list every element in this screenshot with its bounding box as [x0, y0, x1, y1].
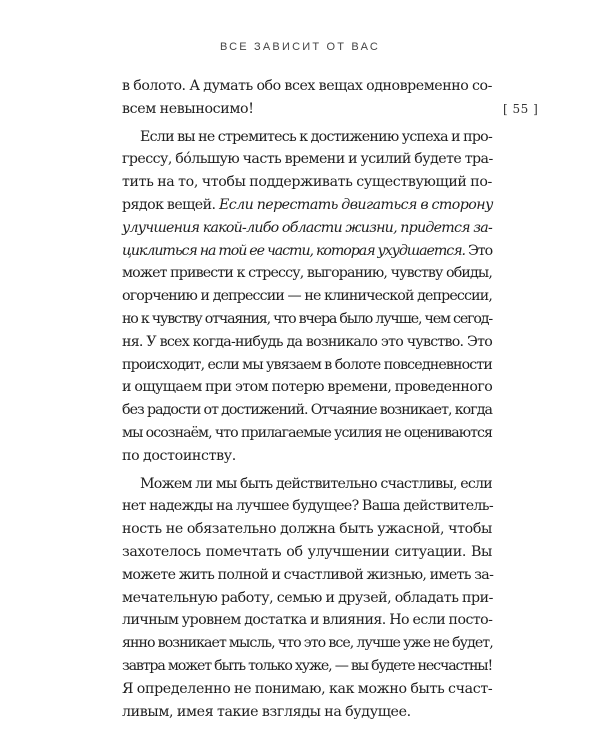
- running-head: ВСЕ ЗАВИСИТ ОТ ВАС: [219, 41, 381, 53]
- text-line: рядок вещей. Если перестать двигаться в сторону: [122, 196, 493, 213]
- text-line: мы осознаём, что прилагаемые усилия не оцениваются: [122, 424, 492, 441]
- text-line: улучшения какой-либо области жизни, придется за-: [122, 219, 492, 236]
- emphasis: Если перестать двигаться в сторону: [218, 196, 493, 213]
- text-line: нет надежды на лучшее будущее? Ваша действитель-: [122, 498, 494, 515]
- text-line: ность не обязательно должна быть ужасной, чтобы: [122, 521, 492, 538]
- text-line: без радости от достижений. Отчаяние возникает, когда: [122, 402, 492, 419]
- text-line: личным уровнем достатка и влияния. Но если посто-: [122, 612, 493, 629]
- paragraph: [122, 473, 492, 724]
- text-line: ливым, имея такие взгляды на будущее.: [122, 703, 411, 720]
- body-text: [122, 75, 492, 723]
- text-line: грессу, бóльшую часть времени и усилий будете тра-: [122, 151, 493, 168]
- text-line: Если вы не стремитесь к достижению успеха и про-: [140, 128, 492, 145]
- emphasis: циклиться на той ее части, которая ухудшается.: [122, 242, 466, 259]
- text-line: Я определенно не понимаю, как можно быть счаст-: [122, 680, 493, 697]
- page-number: [ 55 ]: [503, 102, 539, 116]
- text-line: огорчению и депрессии — не клинической депрессии,: [122, 288, 492, 305]
- text-line: циклиться на той ее части, которая ухудшается. Это: [122, 242, 493, 259]
- text-line: захотелось помечтать об улучшении ситуации. Вы: [122, 543, 492, 560]
- text-line: но к чувству отчаяния, что вчера было лучше, чем сегод-: [122, 310, 492, 327]
- text-line: можете жить полной и счастливой жизнью, иметь за-: [122, 566, 494, 583]
- text-line: тить на то, чтобы поддерживать существующий по-: [122, 174, 492, 191]
- text-line: ня. У всех когда-нибудь да возникало это чувство. Это: [122, 333, 492, 350]
- text-line: мечательную работу, семью и друзей, обладать при-: [122, 589, 494, 606]
- text-line: по достоинству.: [122, 447, 236, 464]
- text-line: может привести к стрессу, выгоранию, чувству обиды,: [122, 265, 492, 282]
- paragraph: [122, 126, 492, 468]
- text-line: янно возникает мысль, что это все, лучше уже не будет,: [122, 635, 493, 652]
- paragraph: [122, 75, 492, 121]
- text-line: Можем ли мы быть действительно счастливы, если: [140, 475, 492, 492]
- text-line: в болото. А думать обо всех вещах одновременно со-: [122, 78, 492, 94]
- text-line: завтра может быть только хуже, — вы будете несчастны!: [122, 657, 492, 674]
- text-line: и ощущаем при этом потерю времени, проведенного: [122, 379, 493, 396]
- text-line: всем невыносимо!: [122, 100, 254, 117]
- text-line: происходит, если мы увязаем в болоте повседневности: [122, 356, 492, 373]
